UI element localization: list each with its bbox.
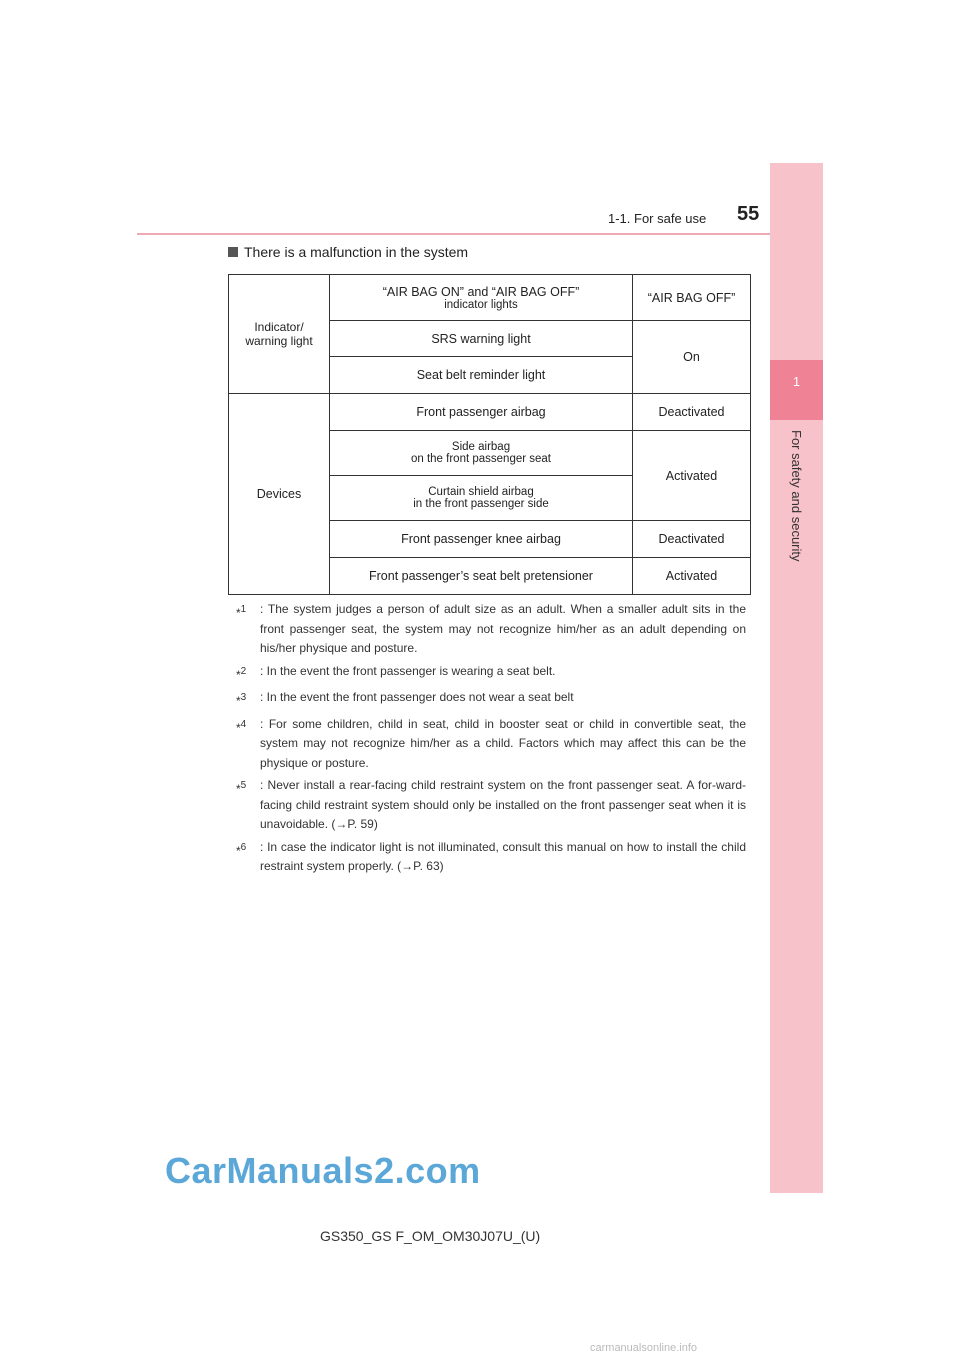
table-row: Front passenger’s seat belt pretensioner (330, 558, 633, 595)
row-state: Deactivated (633, 394, 751, 431)
row-name-line2: in the front passenger side (413, 498, 549, 510)
malfunction-table (228, 274, 751, 595)
footnote-2 (236, 662, 746, 686)
document-code: GS350_GS F_OM_OM30J07U_(U) (320, 1228, 541, 1244)
row-name-line1: Curtain shield airbag (428, 486, 534, 498)
footnote-text: : In the event the front passenger does not wear a seat belt (260, 690, 574, 704)
srs-light-cell: SRS warning light (330, 321, 633, 357)
row-state: Activated (633, 431, 751, 521)
col-header-main-text: “AIR BAG ON” and “AIR BAG OFF” (382, 284, 580, 299)
seat-belt-light-cell: Seat belt reminder light (330, 357, 633, 394)
footnote-3 (236, 688, 746, 712)
footnote-mark: *$^1$ (236, 604, 247, 620)
chapter-title: For safety and security (789, 430, 804, 562)
chapter-side-tab (770, 163, 823, 1193)
table-row (330, 431, 633, 476)
indicator-label-cell: Indicator/ warning light (229, 275, 330, 394)
col-header-sub-text: indicator lights (444, 298, 518, 311)
col-header-main (330, 275, 633, 321)
section-heading (228, 244, 468, 260)
table-row (330, 476, 633, 521)
watermark-logo: CarManuals2.com (165, 1150, 481, 1191)
site-watermark: carmanualsonline.info (590, 1342, 698, 1354)
header-divider (137, 233, 823, 235)
footnote-mark: *$^4$ (236, 718, 247, 735)
footnote-text: : In the event the front passenger is wearing a seat belt. (260, 663, 556, 678)
footnote-mark: *$^3$ (236, 692, 247, 708)
footnote-mark: *$^5$ (236, 780, 247, 796)
page-number: 55 (737, 203, 760, 225)
footnote-mark: *$^6$ (236, 841, 247, 858)
row-state: Activated (633, 558, 751, 595)
lights-state-cell: On (633, 321, 751, 394)
footnote-mark: *$^2$ (236, 665, 247, 682)
footnote-text: : The system judges a person of adult size as an adult. When a smaller adult sits in the front passenger seat, the system may not recognize him/her as an adult depending on his/her physique and posture. (260, 602, 746, 655)
footnote-6 (236, 838, 746, 877)
footnote-4 (236, 715, 746, 774)
heading-text: There is a malfunction in the system (244, 244, 469, 260)
footnote-text: : In case the indicator light is not illuminated, consult this manual on how to install the child restraint system properly. (→P. 63) (260, 839, 746, 873)
table-row: Front passenger knee airbag (330, 521, 633, 558)
footnote-5 (236, 776, 746, 835)
footnote-text: : For some children, child in seat, child in booster seat or child in convertible seat, the system may not recognize him/her as a child. Factors which may affect this can be the physique or posture. (260, 716, 746, 770)
chapter-number-box: 1 (770, 360, 823, 420)
table-row: Front passenger airbag (330, 394, 633, 431)
row-name-line1: Side airbag (451, 441, 511, 453)
square-bullet-icon (228, 247, 238, 257)
row-name-line2: on the front passenger seat (410, 453, 551, 465)
row-state: Deactivated (633, 521, 751, 558)
footnote-text: : Never install a rear-facing child restraint system on the front passenger seat. A for-ward-facing child restraint system should only be installed on the front passenger seat when it is unavoidable. (→P. 59) (260, 778, 746, 831)
devices-label-cell: Devices (229, 394, 330, 595)
col-header-state: “AIR BAG OFF” (633, 275, 751, 321)
footnotes (236, 600, 746, 880)
footnote-1 (236, 600, 746, 659)
section-title: 1-1. For safe use (608, 211, 707, 226)
